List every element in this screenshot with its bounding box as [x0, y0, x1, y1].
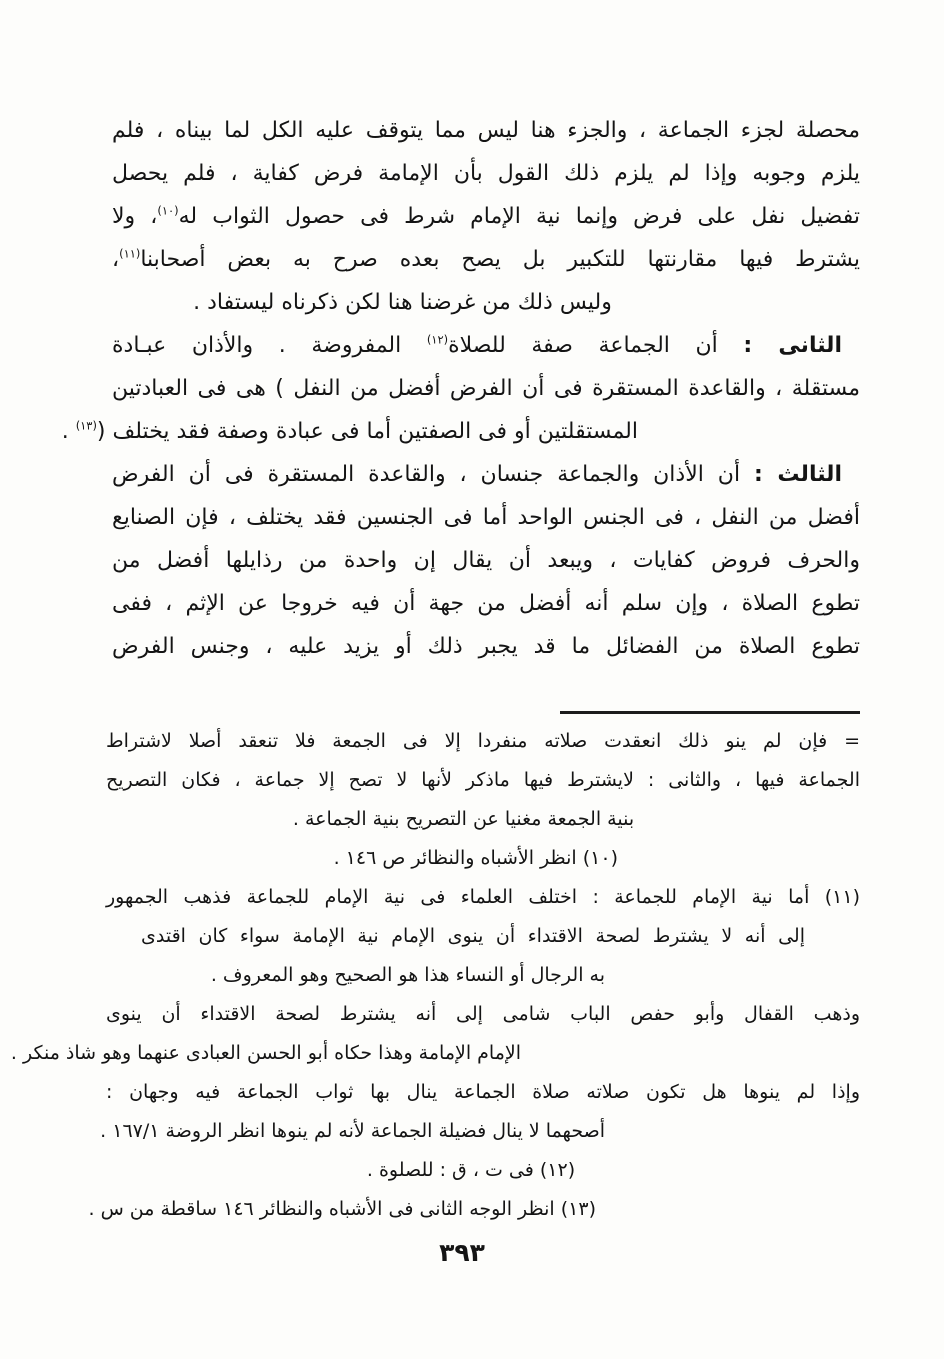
footnote-line: إلى أنه لا يشترط لصحة الاقتداء أن ينوى الإمام نية الإمامة سواء كان اقتدى: [141, 925, 805, 947]
footnote-line: (١٢) فى ت ، ق : للصلوة .: [366, 1159, 576, 1181]
paragraph-1: [112, 109, 860, 324]
main-text-block: [61, 109, 860, 668]
text-line-rest: أن الجماعة صفة للصلاة$^{(١٢)}$ المفروضة . والأذان عبـادة: [112, 332, 744, 358]
footnote-line: = فإن لم ينو ذلك انعقدت صلاته منفردا إلا فى الجمعة فلا تنعقد أصلا لاشتراط: [106, 730, 860, 752]
footnotes-block: [10, 722, 860, 1229]
text-line: يشترط فيها مقارنتها للتكبير بل يصح بعده صرح به بعض أصحابنا$^{(١١)}$،: [112, 246, 860, 272]
text-line: وليس ذلك من غرضنا هنا لكن ذكرناه ليستفاد .: [193, 290, 612, 315]
text-line: أفضل من النفل ، فى الجنس الواحد أما فى الجنسين فقد يختلف ، فإن الصنايع: [112, 505, 860, 530]
footnote-line: وإذا لم ينوها هل تكون صلاته صلاة الجماعة ينال بها ثواب الجماعة فيه وجهان :: [106, 1081, 860, 1103]
text-line: تفضيل نفل على فرض وإنما نية الإمام شرط فى حصول الثواب له$^{(١٠)}$، ولا: [112, 203, 860, 229]
text-line-rest: أن الأذان والجماعة جنسان ، والقاعدة المستقرة فى أن الفرض: [112, 462, 754, 487]
paragraph-2: [61, 324, 860, 453]
footnote-line: بنية الجمعة مغنيا عن التصريح بنية الجماعة .: [292, 808, 635, 830]
text-line: محصلة لجزء الجماعة ، والجزء هنا ليس مما يتوقف عليه الكل لما بيناه ، فلم: [112, 118, 860, 143]
footnote-line: الإمام الإمامة وهذا حكاه أبو الحسن العبادى عنهما وهو شاذ منكر .: [10, 1042, 521, 1064]
text-line: مستقلة ، والقاعدة المستقرة فى أن الفرض أفضل من النفل ) هى فى العبادتين: [112, 376, 860, 401]
footnote-line: وذهب القفال وأبو حفص الباب شامى إلى أنه يشترط لصحة الاقتداء أن ينوى: [106, 1003, 860, 1025]
paragraph-lead-word: الثالث :: [754, 462, 842, 487]
footnote-line: (١٣) انظر الوجه الثانى فى الأشباه والنظائر ١٤٦ ساقطة من س .: [88, 1198, 596, 1220]
text-line: تطوع الصلاة من الفضائل ما قد يجبر ذلك أو يزيد عليه ، وجنس الفرض: [112, 634, 860, 659]
text-line: يلزم وجوبه وإذا لم يلزم ذلك القول بأن الإمامة فرض كفاية ، فلم يحصل: [112, 161, 860, 186]
footnote-line: أصحهما لا ينال فضيلة الجماعة لأنه لم ينوها انظر الروضة ١٦٧/١ .: [100, 1120, 605, 1142]
text-line: [112, 324, 860, 367]
text-line: تطوع الصلاة ، وإن سلم أنه أفضل من جهة أن فيه خروجا عن الإثم ، ففى: [112, 591, 860, 616]
text-line: المستقلتين أو فى الصفتين أما فى عبادة وصفة فقد يختلف ($^{(١٣)}$ .: [61, 418, 638, 444]
footnote-line: (١٠) انظر الأشباه والنظائر ص ١٤٦ .: [333, 847, 618, 869]
text-line: [112, 453, 860, 496]
paragraph-3: [112, 453, 860, 668]
footnote-line: الجماعة فيها ، والثانى : لايشترط فيها ماذكر لأنها لا تصح إلا جماعة ، فكان التصريح: [106, 769, 860, 791]
text-line: والحرف فروض كفايات ، ويبعد أن يقال إن واحدة من رذايلها أفضل من: [112, 548, 860, 573]
footnote-line: (١١) أما نية الإمام للجماعة : اختلف العلماء فى نية الإمام للجماعة فذهب الجمهور: [106, 886, 860, 908]
paragraph-lead-word: الثانى :: [743, 333, 842, 358]
footnote-line: به الرجال أو النساء هذا هو الصحيح وهو المعروف .: [210, 964, 605, 986]
page-number: ٣٩٣: [439, 1238, 485, 1267]
footnote-separator-rule: [560, 711, 860, 714]
